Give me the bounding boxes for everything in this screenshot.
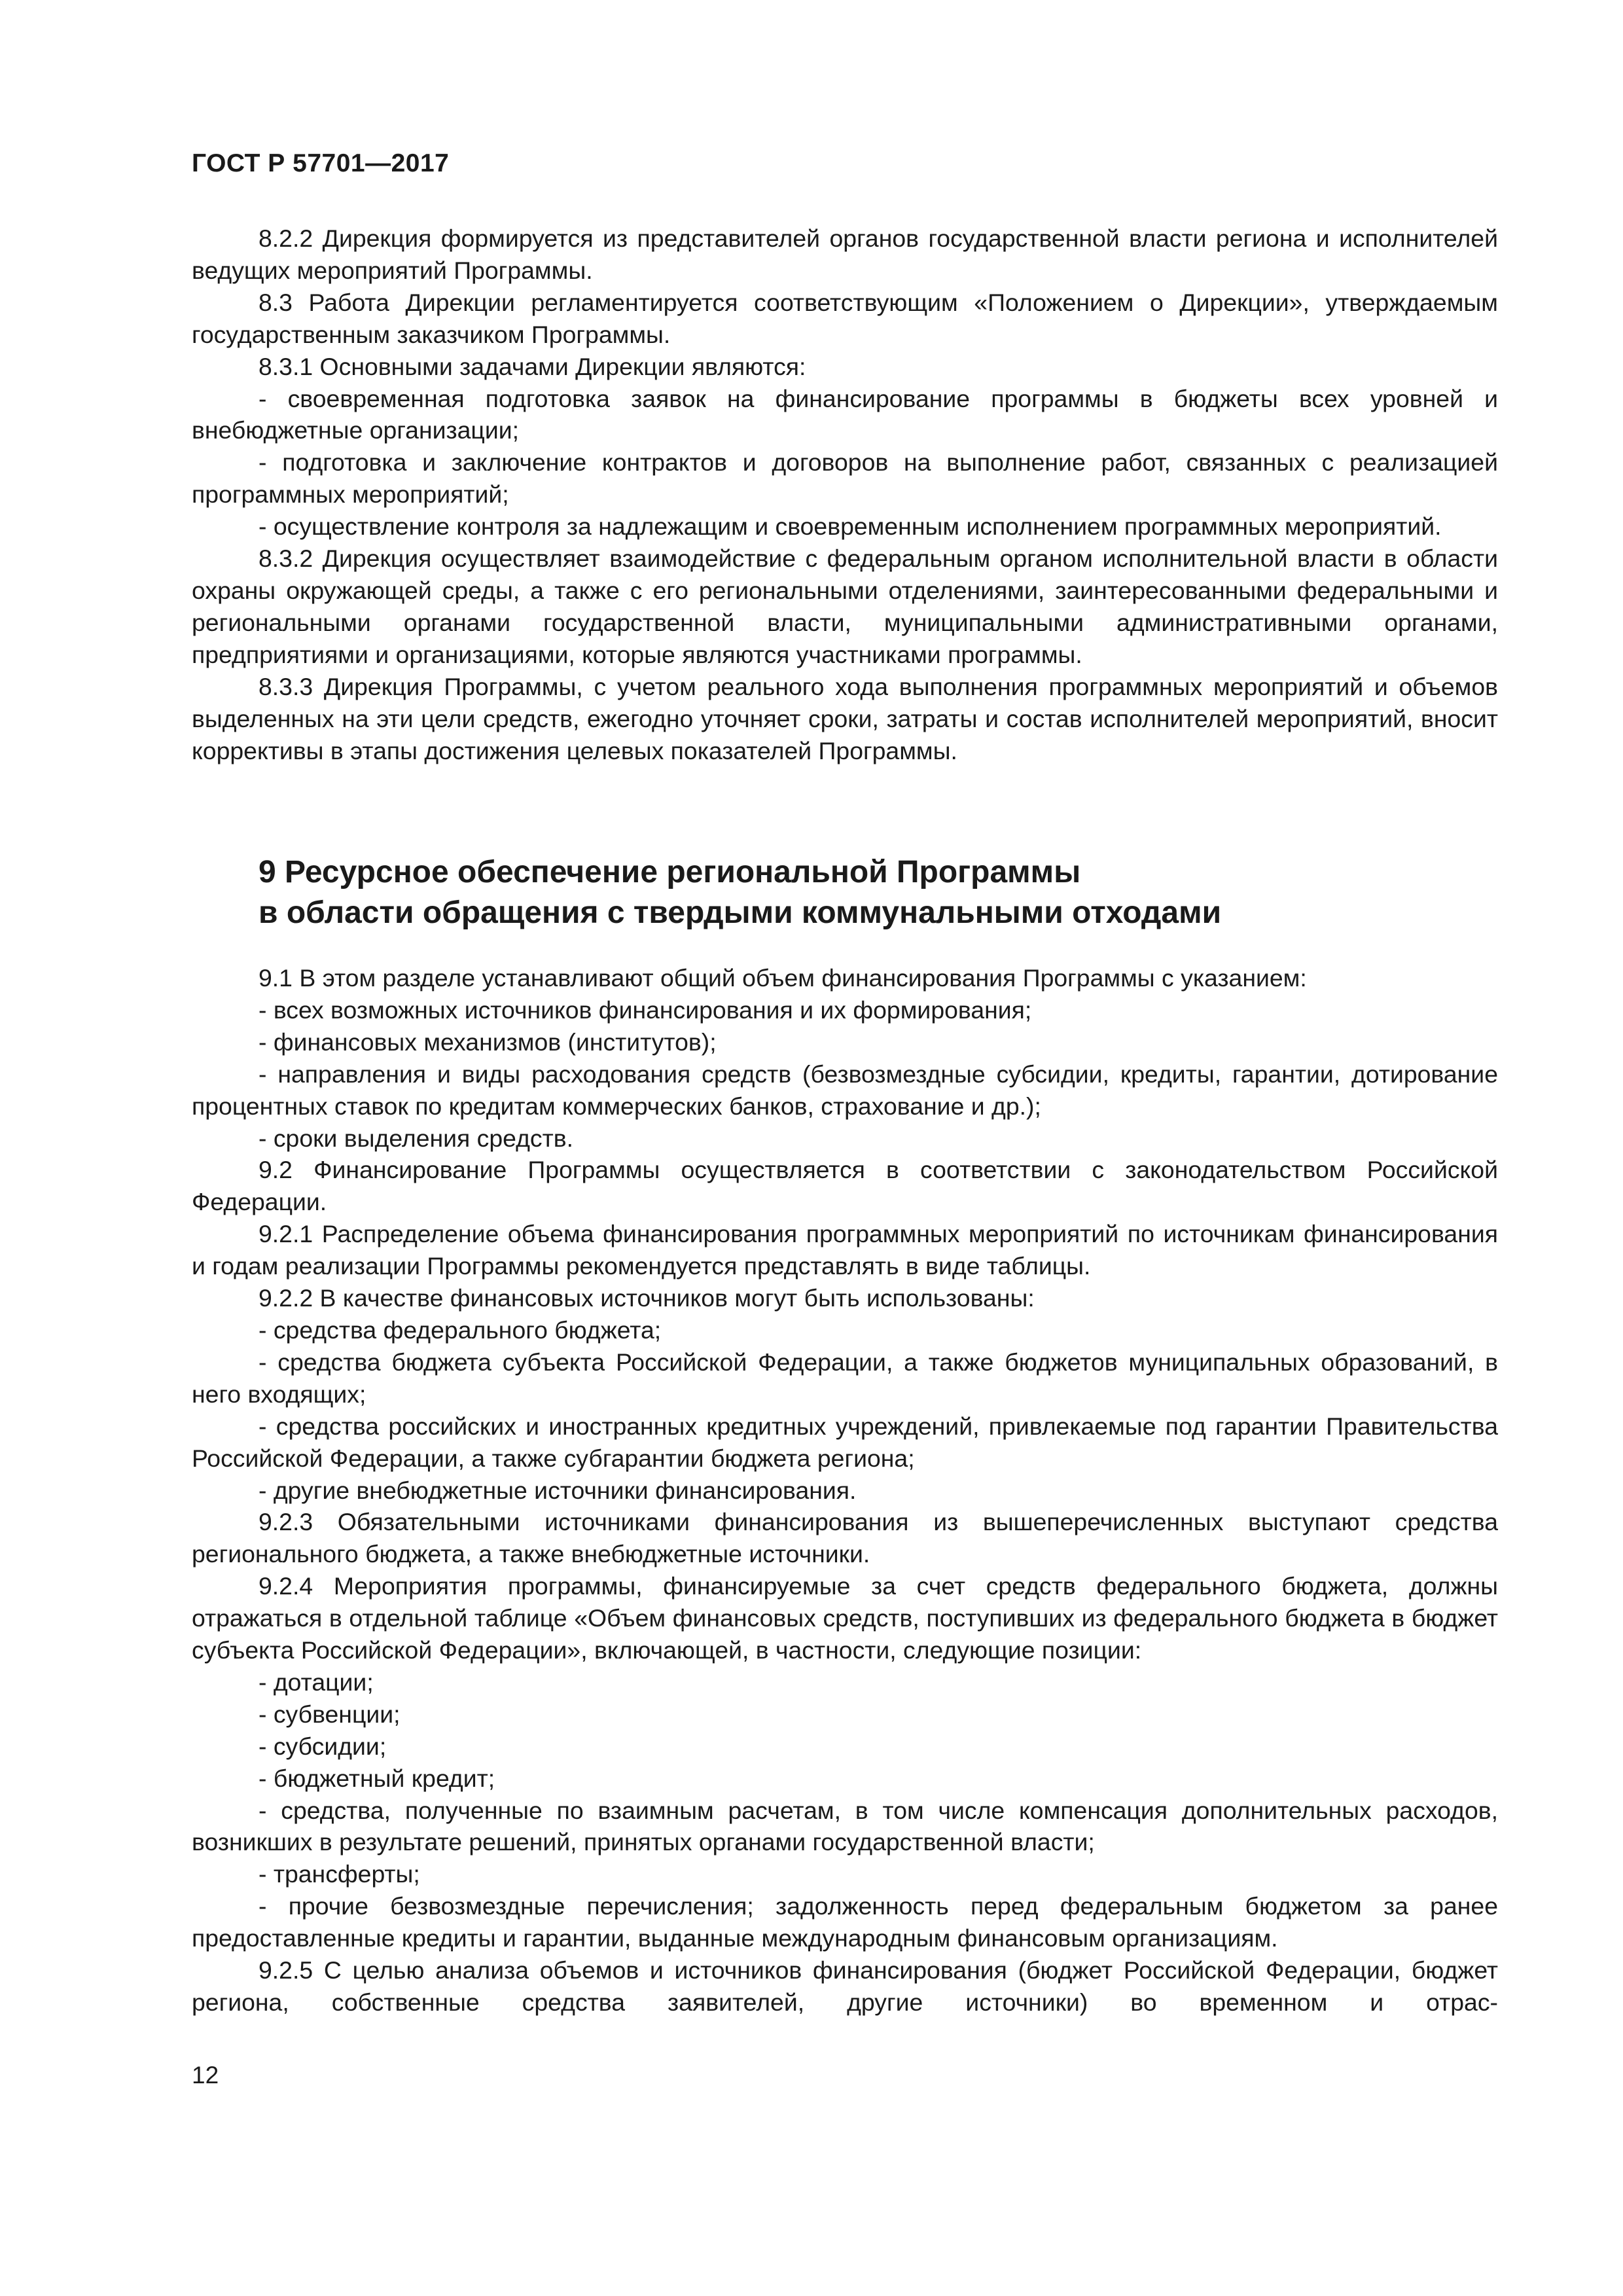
paragraph: 9.2.3 Обязательными источниками финансирования из вышеперечисленных выступают средства регионального бюджета, а также внебюджетные источники. bbox=[192, 1508, 1498, 1568]
section-8-text bbox=[192, 223, 1498, 766]
paragraph: 9.2.1 Распределение объема финансирования программных мероприятий по источникам финансирования и годам реализации Программы рекомендуется представлять в виде таблицы. bbox=[192, 1220, 1498, 1280]
document-code: ГОСТ Р 57701—2017 bbox=[192, 149, 450, 177]
section-9-heading bbox=[259, 852, 1221, 933]
list-item: - субвенции; bbox=[192, 1698, 1498, 1731]
list-item: - средства федерального бюджета; bbox=[192, 1314, 1498, 1346]
paragraph: 9.1 В этом разделе устанавливают общий объем финансирования Программы с указанием: bbox=[259, 964, 1307, 992]
list-item: - дотации; bbox=[192, 1666, 1498, 1698]
list-item: - прочие безвозмездные перечисления; задолженность перед федеральным бюджетом за ранее предоставленные кредиты и гарантии, выданные международным финансовым организациям. bbox=[192, 1890, 1498, 1954]
list-item: - финансовых механизмов (институтов); bbox=[192, 1026, 1498, 1058]
paragraph: 8.2.2 Дирекция формируется из представителей органов государственной власти региона и исполнителей ведущих мероприятий Программы. bbox=[192, 224, 1498, 284]
paragraph: 8.3.2 Дирекция осуществляет взаимодействие с федеральным органом исполнительной власти в области охраны окружающей среды, а также с его региональными отделениями, заинтересованными федеральными и региональными органами государственной власти, муниципальными административными органами, предприятиями и организациями, которые являются участниками программы. bbox=[192, 545, 1498, 668]
list-item: - бюджетный кредит; bbox=[192, 1763, 1498, 1795]
list-item: - субсидии; bbox=[192, 1731, 1498, 1763]
list-item: - осуществление контроля за надлежащим и своевременным исполнением программных мероприятий. bbox=[192, 511, 1498, 543]
list-item: - своевременная подготовка заявок на финансирование программы в бюджеты всех уровней и внебюджетные организации; bbox=[192, 383, 1498, 447]
list-item: - средства бюджета субъекта Российской Федерации, а также бюджетов муниципальных образований, в него входящих; bbox=[192, 1346, 1498, 1410]
page-number: 12 bbox=[192, 2062, 219, 2089]
list-item: - средства, полученные по взаимным расчетам, в том числе компенсация дополнительных расходов, возникших в результате решений, принятых органами государственной власти; bbox=[192, 1795, 1498, 1859]
section-9-heading-line-1: 9 Ресурсное обеспечение региональной Программы bbox=[259, 855, 1081, 889]
paragraph: 8.3.1 Основными задачами Дирекции являются: bbox=[259, 352, 806, 380]
list-item: - подготовка и заключение контрактов и договоров на выполнение работ, связанных с реализацией программных мероприятий; bbox=[192, 446, 1498, 511]
list-item: - средства российских и иностранных кредитных учреждений, привлекаемые под гарантии Правительства Российской Федерации, а также субгарантии бюджета региона; bbox=[192, 1410, 1498, 1475]
paragraph: 9.2.2 В качестве финансовых источников могут быть использованы: bbox=[259, 1284, 1035, 1312]
section-9-heading-line-2: в области обращения с твердыми коммунальными отходами bbox=[259, 895, 1222, 930]
paragraph: 9.2.5 С целью анализа объемов и источников финансирования (бюджет Российской Федерации, бюджет региона, собственные средства заявителей, другие источники) во временном и отрас- bbox=[192, 1956, 1498, 2016]
list-item: - направления и виды расходования средств (безвозмездные субсидии, кредиты, гарантии, дотирование процентных ставок по кредитам коммерческих банков, страхование и др.); bbox=[192, 1058, 1498, 1122]
paragraph: 9.2 Финансирование Программы осуществляется в соответствии с законодательством Российской Федерации. bbox=[192, 1156, 1498, 1216]
list-item: - трансферты; bbox=[192, 1858, 1498, 1890]
list-item: - другие внебюджетные источники финансирования. bbox=[192, 1475, 1498, 1507]
section-9-text bbox=[192, 962, 1498, 2018]
list-item: - сроки выделения средств. bbox=[192, 1122, 1498, 1155]
list-item: - всех возможных источников финансирования и их формирования; bbox=[192, 994, 1498, 1026]
paragraph: 8.3.3 Дирекция Программы, с учетом реального хода выполнения программных мероприятий и объемов выделенных на эти цели средств, ежегодно уточняет сроки, затраты и состав исполнителей мероприятий, вносит коррективы в этапы достижения целевых показателей Программы. bbox=[192, 672, 1498, 764]
paragraph: 9.2.4 Мероприятия программы, финансируемые за счет средств федерального бюджета, должны отражаться в отдельной таблице «Объем финансовых средств, поступивших из федерального бюджета в бюджет субъекта Российской Федерации», включающей, в частности, следующие позиции: bbox=[192, 1572, 1498, 1664]
paragraph: 8.3 Работа Дирекции регламентируется соответствующим «Положением о Дирекции», утверждаемым государственным заказчиком Программы. bbox=[192, 288, 1498, 348]
